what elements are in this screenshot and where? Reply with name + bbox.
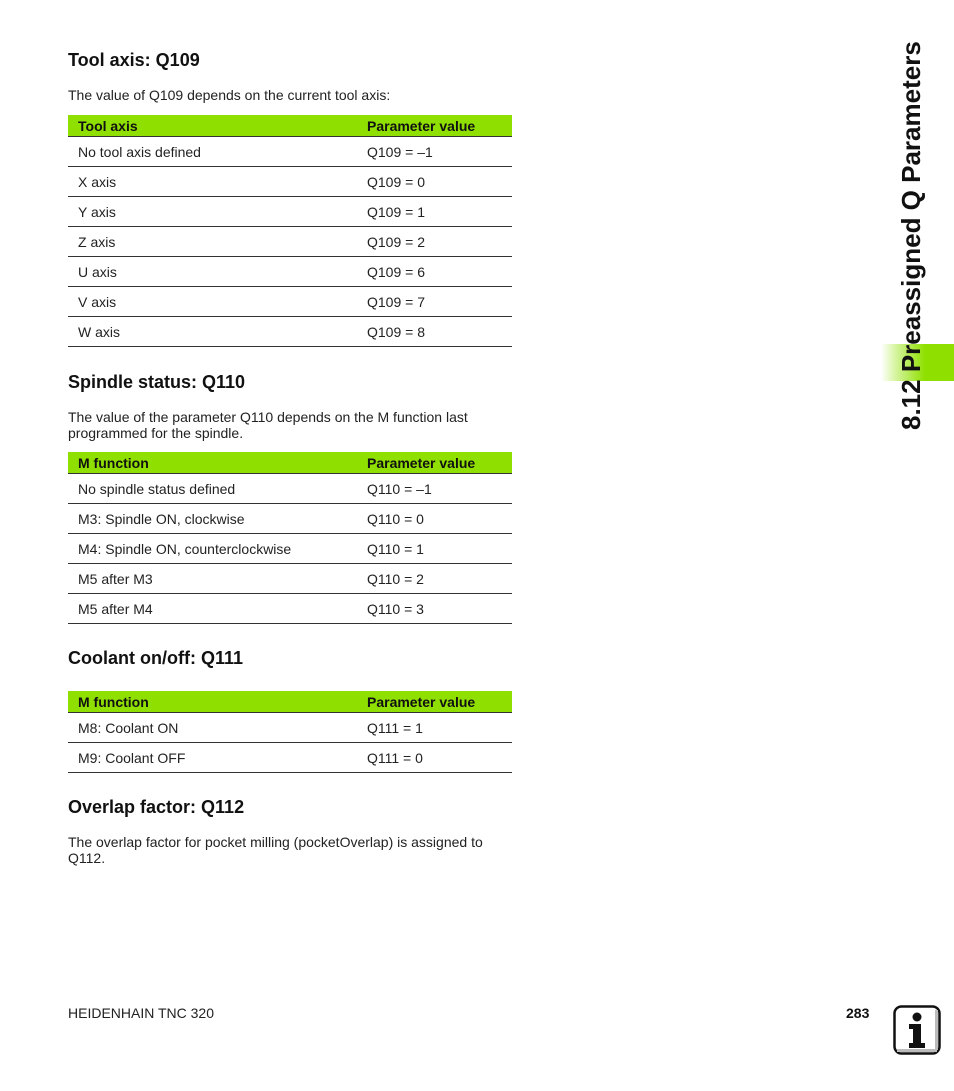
section-intro-spindle [68, 409, 508, 441]
table-row [68, 504, 512, 534]
cell-tool-axis: X axis [78, 173, 117, 190]
table-row [68, 564, 512, 594]
cell-parameter-value: Q109 = 1 [367, 203, 425, 220]
column-header-tool-axis: Tool axis [78, 117, 138, 134]
section-title-coolant: Coolant on/off: Q111 [68, 648, 244, 668]
table-row [68, 227, 512, 257]
column-header-m-function: M function [78, 454, 149, 471]
intro-line: programmed for the spindle. [68, 425, 244, 441]
cell-tool-axis: Z axis [78, 233, 116, 250]
table-row [68, 594, 512, 624]
info-icon [893, 1005, 941, 1055]
intro-line: Q112. [68, 850, 106, 866]
section-intro-overlap [68, 834, 508, 866]
column-header-m-function: M function [78, 693, 149, 710]
column-header-parameter-value: Parameter value [367, 117, 476, 134]
spindle-table [68, 452, 512, 624]
tool-axis-table [68, 115, 512, 347]
cell-tool-axis: U axis [78, 263, 117, 280]
table-row [68, 287, 512, 317]
cell-m-function: M8: Coolant ON [78, 719, 179, 736]
column-header-parameter-value: Parameter value [367, 693, 476, 710]
section-intro-tool-axis: The value of Q109 depends on the current tool axis: [68, 87, 391, 103]
cell-parameter-value: Q109 = 8 [367, 323, 425, 340]
cell-m-function: M9: Coolant OFF [78, 749, 186, 766]
cell-m-function: M5 after M3 [78, 570, 153, 587]
cell-m-function: No spindle status defined [78, 480, 236, 497]
cell-m-function: M5 after M4 [78, 600, 153, 617]
cell-tool-axis: No tool axis defined [78, 143, 201, 160]
page-number: 283 [846, 1005, 870, 1021]
cell-parameter-value: Q110 = 0 [367, 510, 424, 527]
table-row [68, 137, 512, 167]
cell-parameter-value: Q109 = 6 [367, 263, 425, 280]
section-title-tool-axis: Tool axis: Q109 [68, 50, 200, 70]
cell-parameter-value: Q110 = 2 [367, 570, 424, 587]
cell-m-function: M3: Spindle ON, clockwise [78, 510, 245, 527]
cell-parameter-value: Q110 = 1 [367, 540, 424, 557]
cell-parameter-value: Q109 = –1 [367, 143, 433, 160]
table-header [68, 115, 512, 137]
table-row [68, 534, 512, 564]
cell-tool-axis: W axis [78, 323, 120, 340]
table-row [68, 197, 512, 227]
footer-product: HEIDENHAIN TNC 320 [68, 1005, 215, 1021]
table-row [68, 743, 512, 773]
cell-parameter-value: Q110 = –1 [367, 480, 432, 497]
chapter-title: 8.12 Preassigned Q Parameters [896, 41, 926, 430]
cell-parameter-value: Q111 = 1 [367, 719, 423, 736]
intro-line: The overlap factor for pocket milling (pocketOverlap) is assigned to [68, 834, 483, 850]
table-row [68, 167, 512, 197]
cell-parameter-value: Q109 = 7 [367, 293, 425, 310]
cell-tool-axis: Y axis [78, 203, 116, 220]
table-row [68, 257, 512, 287]
table-header [68, 452, 512, 474]
cell-parameter-value: Q109 = 0 [367, 173, 425, 190]
table-row [68, 474, 512, 504]
section-title-overlap: Overlap factor: Q112 [68, 797, 245, 817]
cell-parameter-value: Q110 = 3 [367, 600, 424, 617]
cell-m-function: M4: Spindle ON, counterclockwise [78, 540, 292, 557]
cell-tool-axis: V axis [78, 293, 117, 310]
coolant-table [68, 691, 512, 773]
column-header-parameter-value: Parameter value [367, 454, 476, 471]
table-header [68, 691, 512, 713]
intro-line: The value of the parameter Q110 depends on the M function last [68, 409, 468, 425]
cell-parameter-value: Q111 = 0 [367, 749, 423, 766]
table-row [68, 317, 512, 347]
table-row [68, 713, 512, 743]
section-title-spindle: Spindle status: Q110 [68, 372, 246, 392]
cell-parameter-value: Q109 = 2 [367, 233, 425, 250]
